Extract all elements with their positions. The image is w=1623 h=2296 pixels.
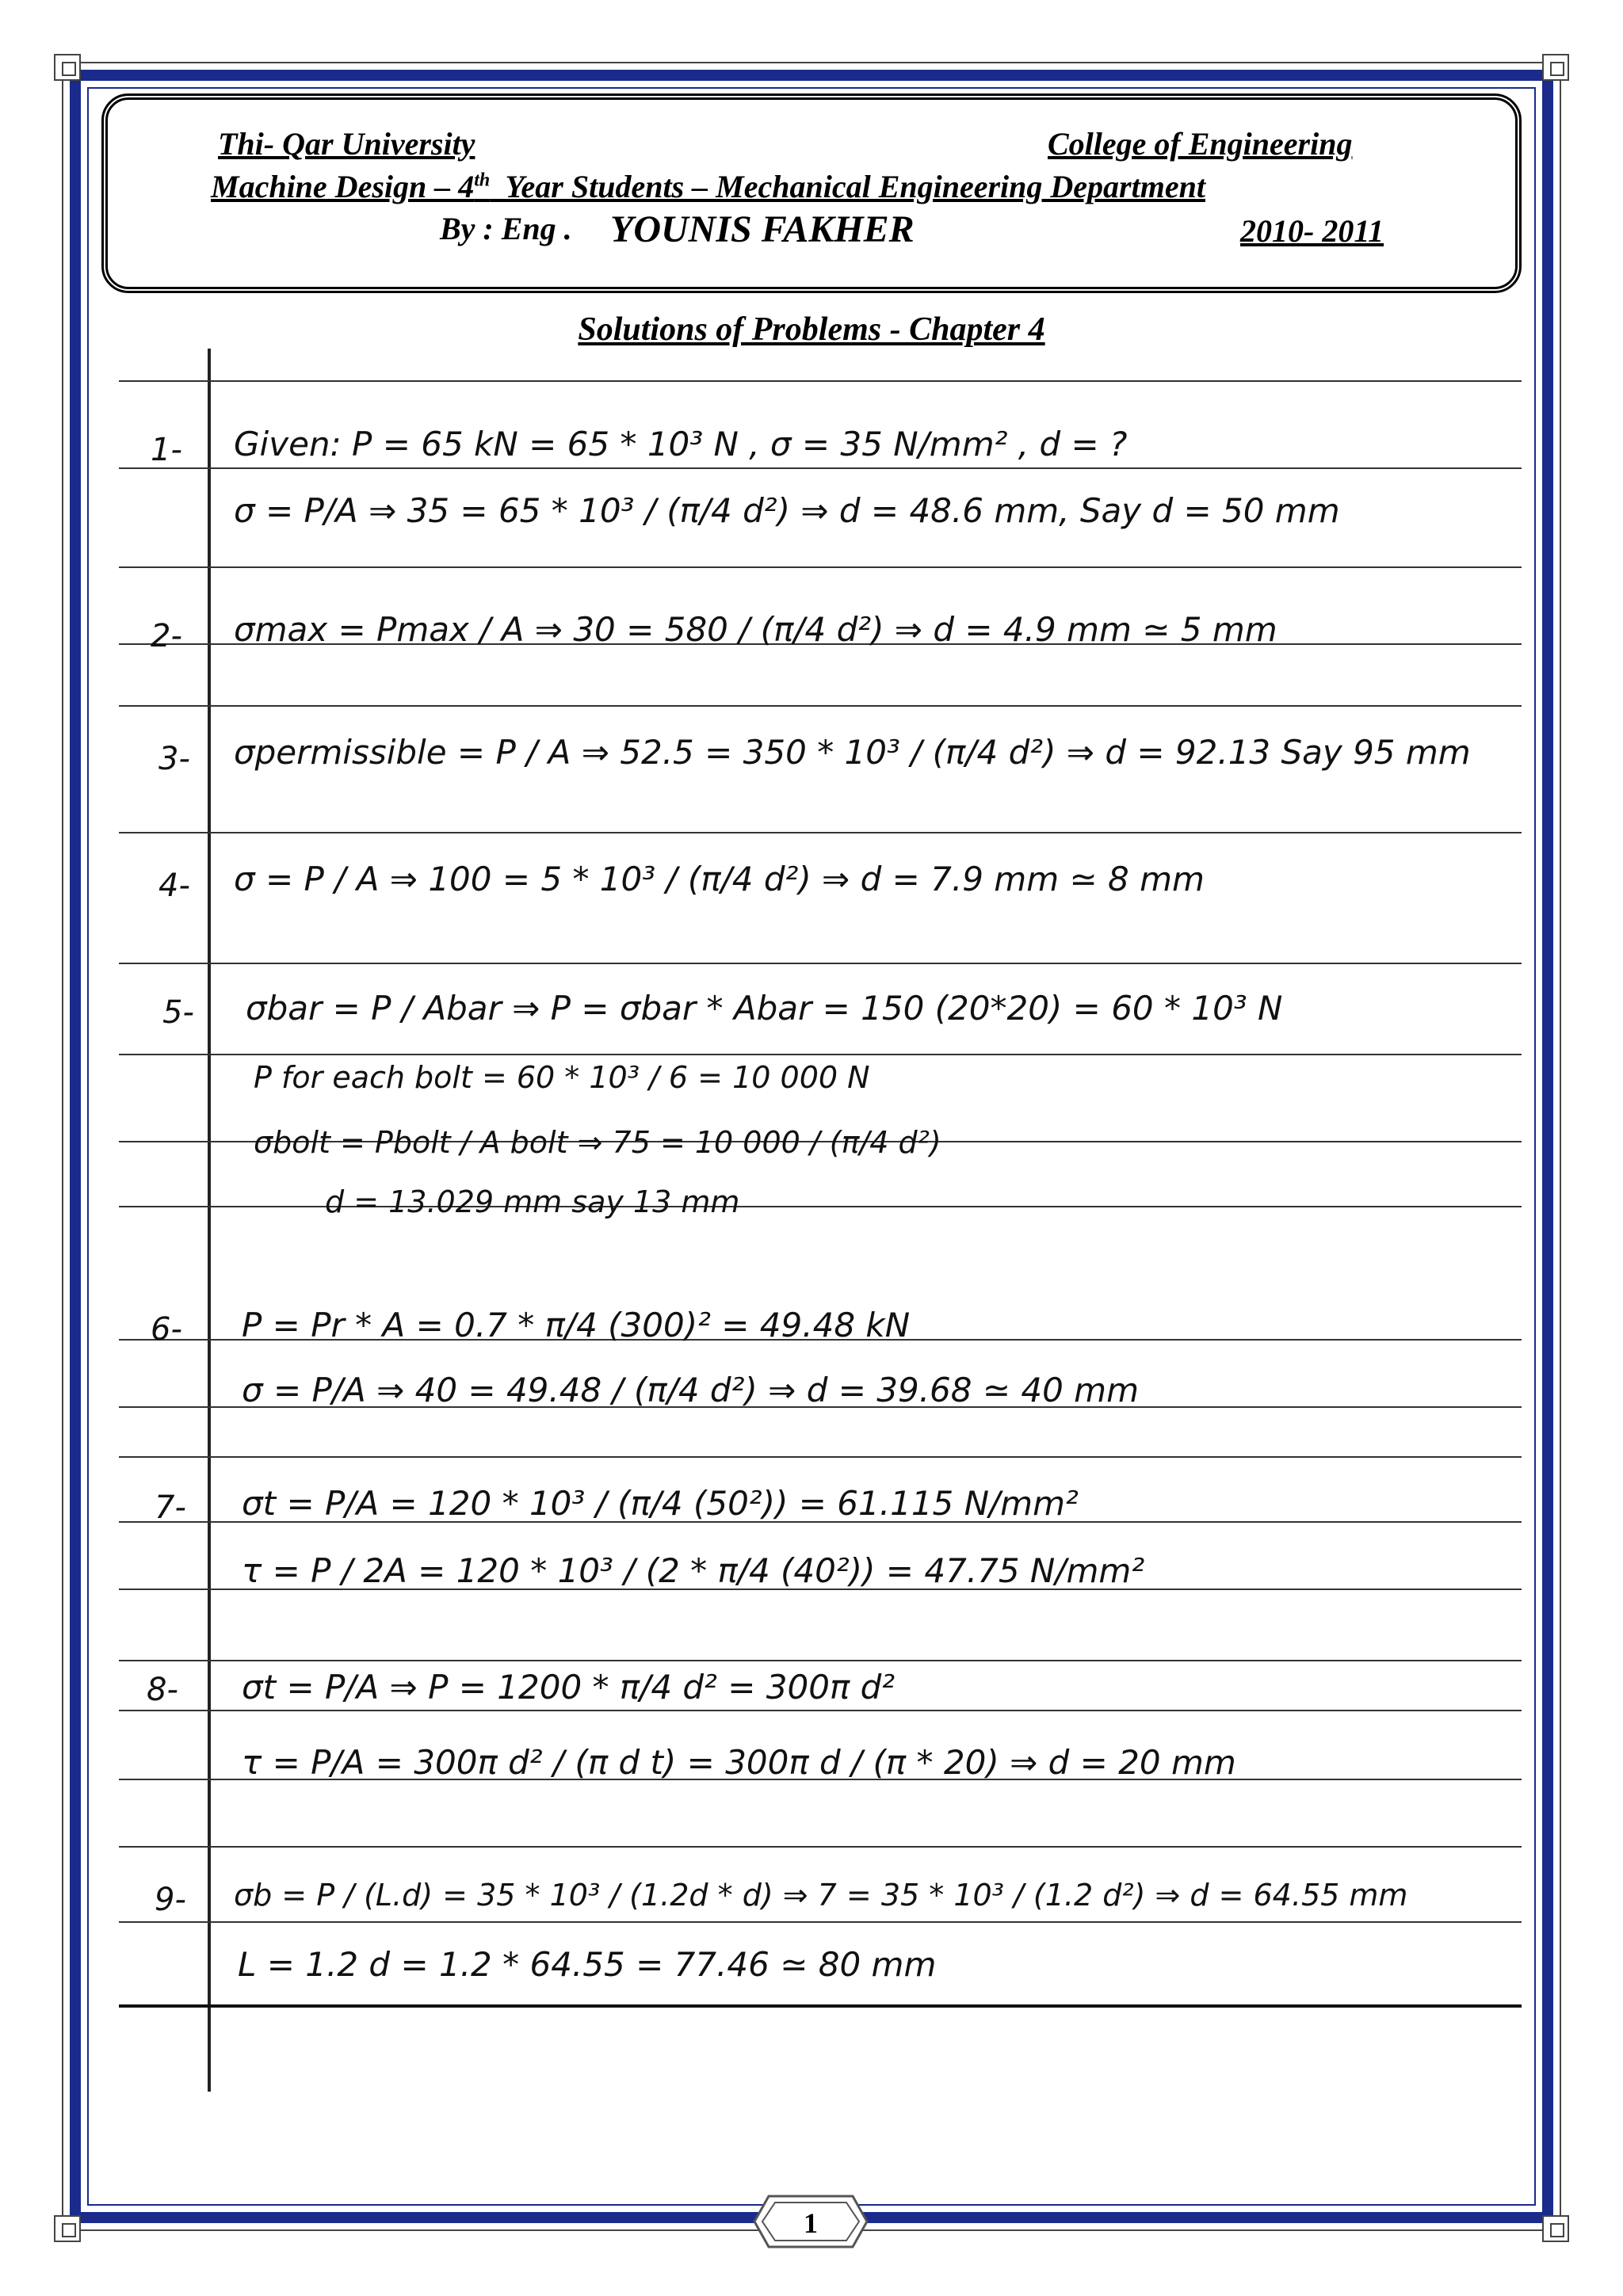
margin-line (208, 349, 211, 2092)
rule-line (119, 1660, 1522, 1661)
course-superscript: th (474, 170, 491, 191)
solution-line: L = 1.2 d = 1.2 * 64.55 = 77.46 ≃ 80 mm (238, 1945, 937, 1984)
solution-number: 9- (155, 1882, 186, 1918)
solution-line: d = 13.029 mm say 13 mm (325, 1184, 740, 1219)
university-name: Thi- Qar University (218, 126, 475, 162)
rule-line (119, 380, 1522, 382)
solution-number: 7- (155, 1489, 186, 1526)
solution-number: 6- (151, 1311, 182, 1348)
rule-line (119, 566, 1522, 568)
college-name: College of Engineering (1048, 126, 1353, 162)
solution-line: σb = P / (L.d) = 35 * 10³ / (1.2d * d) ⇒ 7 = 35 * 10³ / (1.2 d²) ⇒ d = 64.55 mm (234, 1878, 1408, 1913)
solution-number: 3- (158, 741, 190, 777)
solution-line: σ = P / A ⇒ 100 = 5 * 10³ / (π/4 d²) ⇒ d = 7.9 mm ≃ 8 mm (234, 860, 1205, 898)
corner-ornament-top-left (54, 54, 81, 81)
rule-line (119, 2004, 1522, 2008)
solution-line: σmax = Pmax / A ⇒ 30 = 580 / (π/4 d²) ⇒ d = 4.9 mm ≃ 5 mm (234, 610, 1277, 649)
solution-line: τ = P/A = 300π d² / (π d t) = 300π d / (π * 20) ⇒ d = 20 mm (242, 1743, 1236, 1782)
course-line (211, 168, 1205, 205)
author-name: YOUNIS FAKHER (610, 208, 915, 250)
solution-number: 1- (151, 432, 182, 468)
course-name: Machine Design – 4 (211, 169, 475, 204)
solution-line: Given: P = 65 kN = 65 * 10³ N , σ = 35 N/mm² , d = ? (234, 425, 1128, 463)
solution-line: σbar = P / Abar ⇒ P = σbar * Abar = 150 (20*20) = 60 * 10³ N (246, 989, 1283, 1028)
solution-line: σ = P/A ⇒ 40 = 49.48 / (π/4 d²) ⇒ d = 39.68 ≃ 40 mm (242, 1371, 1140, 1409)
rule-line (119, 1846, 1522, 1848)
solution-number: 4- (158, 868, 190, 904)
solution-line: σt = P/A = 120 * 10³ / (π/4 (50²)) = 61.115 N/mm² (242, 1484, 1079, 1523)
solution-line: τ = P / 2A = 120 * 10³ / (2 * π/4 (40²)) = 47.75 N/mm² (242, 1551, 1145, 1590)
solution-line: σbolt = Pbolt / A bolt ⇒ 75 = 10 000 / (π/4 d²) (254, 1125, 941, 1160)
page-title: Solutions of Problems - Chapter 4 (578, 311, 1045, 348)
rule-line (119, 1054, 1522, 1055)
rule-line (119, 1710, 1522, 1711)
solution-number: 5- (162, 994, 194, 1031)
rule-line (119, 705, 1522, 707)
solution-line: σpermissible = P / A ⇒ 52.5 = 350 * 10³ / (π/4 d²) ⇒ d = 92.13 Say 95 mm (234, 733, 1471, 772)
course-department: Year Students – Mechanical Engineering Department (490, 169, 1205, 204)
solution-number: 2- (151, 618, 182, 654)
solution-line: P for each bolt = 60 * 10³ / 6 = 10 000 N (254, 1060, 870, 1095)
rule-line (119, 963, 1522, 964)
solution-line: σt = P/A ⇒ P = 1200 * π/4 d² = 300π d² (242, 1668, 896, 1707)
page-number: 1 (804, 2207, 818, 2239)
author-prefix: By : Eng . (440, 211, 572, 246)
corner-ornament-bottom-right (1542, 2215, 1569, 2242)
academic-year: 2010- 2011 (1240, 213, 1384, 249)
solution-line: σ = P/A ⇒ 35 = 65 * 10³ / (π/4 d²) ⇒ d = 48.6 mm, Say d = 50 mm (234, 491, 1340, 530)
rule-line (119, 467, 1522, 469)
solution-line: P = Pr * A = 0.7 * π/4 (300)² = 49.48 kN (242, 1306, 911, 1344)
corner-ornament-bottom-left (54, 2215, 81, 2242)
rule-line (119, 832, 1522, 833)
solution-number: 8- (147, 1672, 178, 1708)
rule-line (119, 1921, 1522, 1923)
corner-ornament-top-right (1542, 54, 1569, 81)
rule-line (119, 1456, 1522, 1458)
